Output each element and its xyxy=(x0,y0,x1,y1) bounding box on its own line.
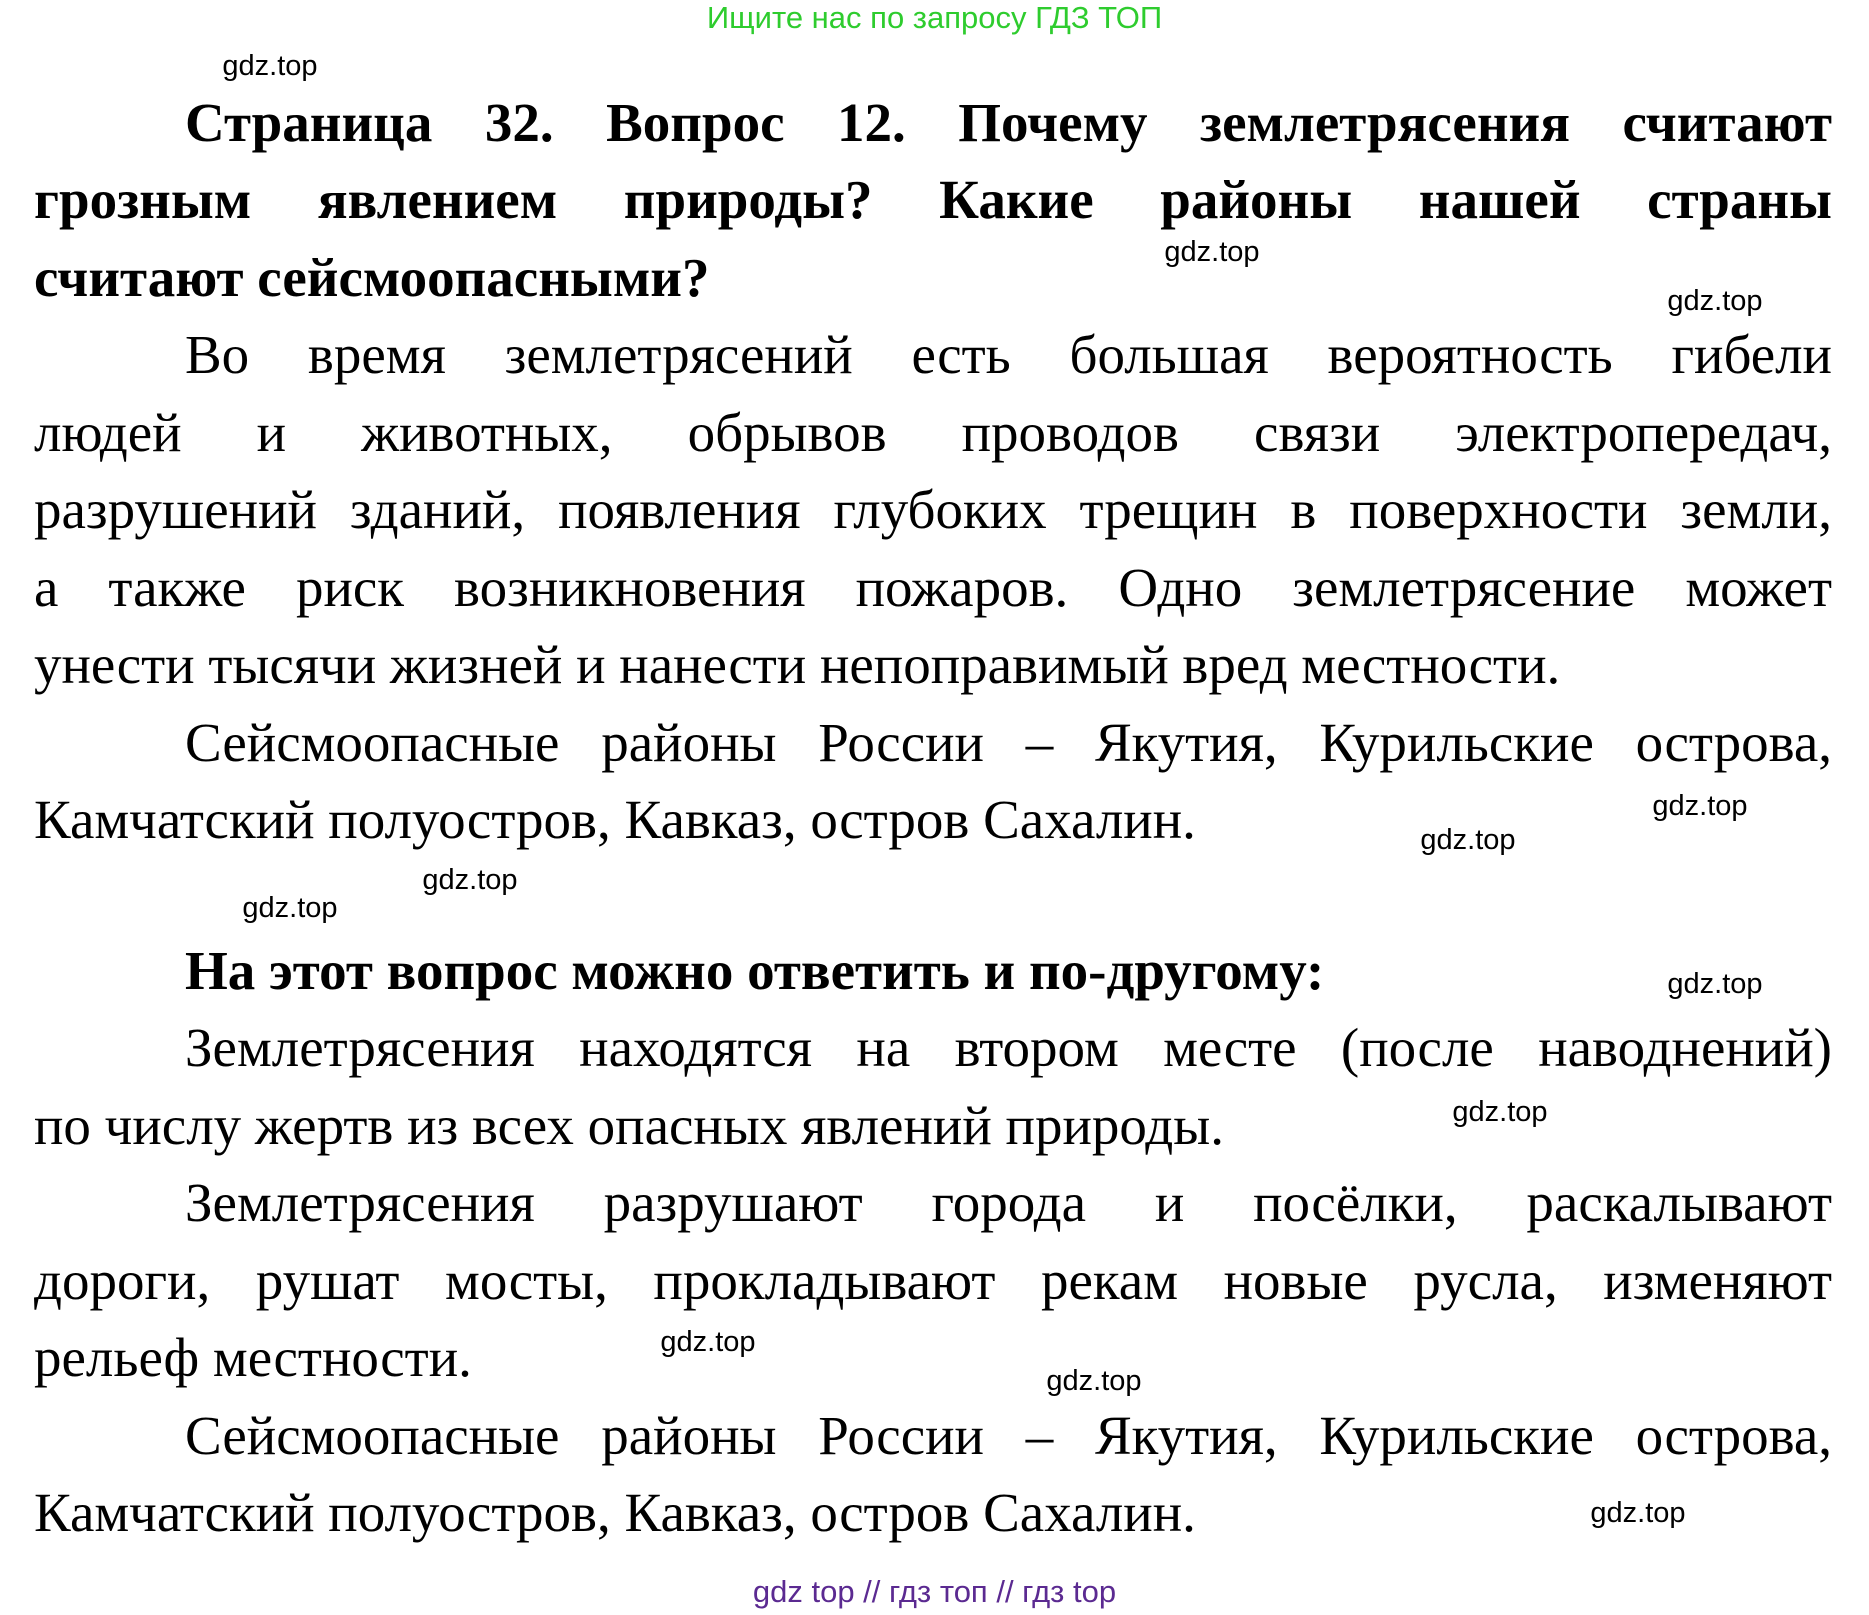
watermark: gdz.top xyxy=(660,1326,756,1358)
alt-answer-line: Землетрясения разрушают города и посёлки, раскалывают xyxy=(185,1172,1832,1233)
watermark: gdz.top xyxy=(222,50,318,82)
answer-line: а также риск возникновения пожаров. Одно землетрясение может xyxy=(34,557,1832,618)
answer-line: Сейсмоопасные районы России – Якутия, Курильские острова, xyxy=(185,712,1832,773)
watermark: gdz.top xyxy=(1164,236,1260,268)
alt-answer-line: Камчатский полуостров, Кавказ, остров Сахалин. xyxy=(34,1482,1196,1543)
watermark: gdz.top xyxy=(1652,790,1748,822)
answer-line: людей и животных, обрывов проводов связи электропередач, xyxy=(34,402,1832,463)
watermark: gdz.top xyxy=(1452,1096,1548,1128)
alt-answer-line: рельеф местности. xyxy=(34,1327,472,1388)
watermark: gdz.top xyxy=(1667,968,1763,1000)
watermark: gdz.top xyxy=(1667,285,1763,317)
question-line: Страница 32. Вопрос 12. Почему землетрясения считают xyxy=(185,92,1832,153)
answer-line: Камчатский полуостров, Кавказ, остров Сахалин. xyxy=(34,789,1196,850)
question-line: грозным явлением природы? Какие районы нашей страны xyxy=(34,169,1832,230)
watermark: gdz.top xyxy=(1420,824,1516,856)
watermark: gdz.top xyxy=(1590,1497,1686,1529)
question-line: считают сейсмоопасными? xyxy=(34,247,710,308)
alt-answer-line: дороги, рушат мосты, прокладывают рекам новые русла, изменяют xyxy=(34,1250,1832,1311)
watermark: gdz.top xyxy=(422,864,518,896)
watermark: gdz.top xyxy=(1046,1365,1142,1397)
watermark: gdz.top xyxy=(242,892,338,924)
alt-answer-line: Сейсмоопасные районы России – Якутия, Курильские острова, xyxy=(185,1405,1832,1466)
search-hint-banner: Ищите нас по запросу ГДЗ ТОП xyxy=(706,0,1163,35)
answer-line: унести тысячи жизней и нанести непоправимый вред местности. xyxy=(34,634,1561,695)
alt-answer-heading: На этот вопрос можно ответить и по-другому: xyxy=(185,940,1325,1001)
alt-answer-line: по числу жертв из всех опасных явлений природы. xyxy=(34,1095,1224,1156)
answer-line: разрушений зданий, появления глубоких трещин в поверхности земли, xyxy=(34,479,1832,540)
answer-line: Во время землетрясений есть большая вероятность гибели xyxy=(185,324,1832,385)
footer-banner: gdz top // гдз топ // гдз top xyxy=(752,1574,1117,1609)
alt-answer-line: Землетрясения находятся на втором месте (после наводнений) xyxy=(185,1017,1832,1078)
